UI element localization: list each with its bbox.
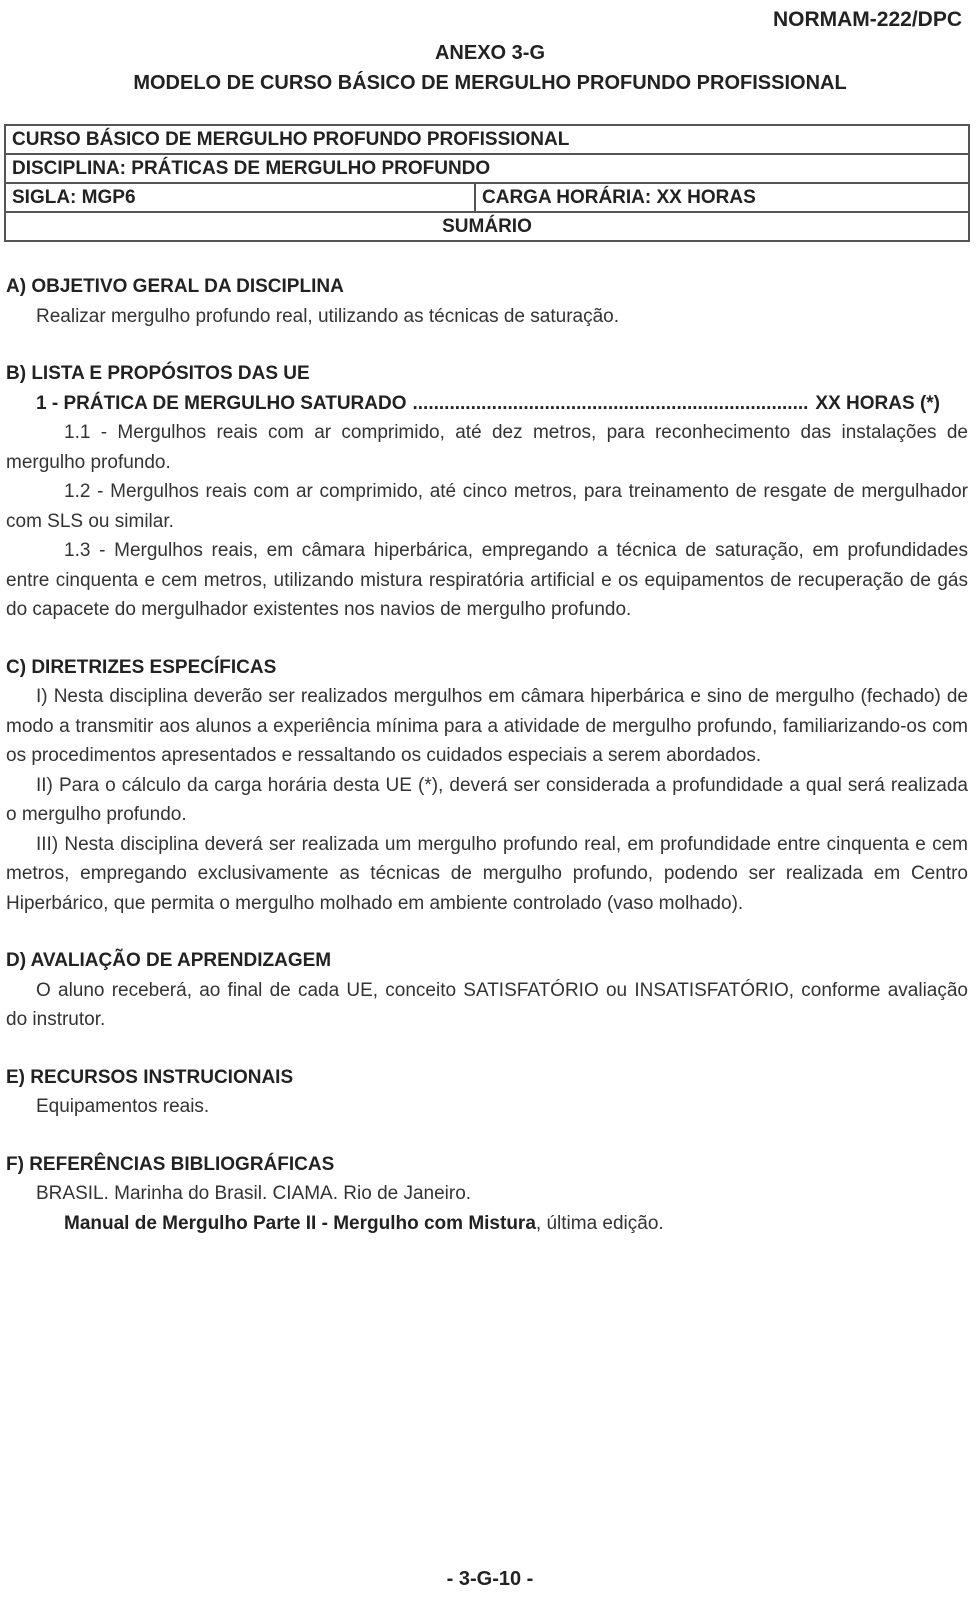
section-e-text: Equipamentos reais.	[36, 1096, 210, 1117]
annex-label: ANEXO 3-G	[434, 42, 546, 64]
section-b-title: B) LISTA E PROPÓSITOS DAS UE	[6, 363, 310, 384]
reference-title: Manual de Mergulho Parte II - Mergulho com Mistura	[64, 1212, 536, 1234]
leader-dots	[413, 389, 810, 419]
document-code: NORMAM-222/DPC	[772, 8, 962, 31]
ue-title: 1 - PRÁTICA DE MERGULHO SATURADO	[36, 392, 407, 414]
course-name-cell: CURSO BÁSICO DE MERGULHO PROFUNDO PROFISSIONAL	[5, 125, 969, 154]
table-row	[5, 183, 969, 212]
list-item: 1.2 - Mergulhos reais com ar comprimido, até cinco metros, para treinamento de resgate de mergulhador com SLS ou similar.	[6, 481, 968, 532]
course-header-table	[4, 124, 970, 242]
section-e-title: E) RECURSOS INSTRUCIONAIS	[6, 1066, 294, 1088]
table-row	[5, 125, 969, 154]
workload-cell: CARGA HORÁRIA: XX HORAS	[475, 183, 969, 212]
reference-edition: , última edição.	[535, 1212, 664, 1234]
sigla-cell: SIGLA: MGP6	[5, 183, 475, 212]
section-a-title: A) OBJETIVO GERAL DA DISCIPLINA	[6, 276, 344, 297]
table-row	[5, 212, 969, 241]
list-item: 1.1 - Mergulhos reais com ar comprimido, até dez metros, para reconhecimento das instalações de mergulho profundo.	[6, 422, 968, 473]
discipline-cell: DISCIPLINA: PRÁTICAS DE MERGULHO PROFUNDO	[5, 154, 969, 183]
table-row	[5, 154, 969, 183]
model-title: MODELO DE CURSO BÁSICO DE MERGULHO PROFUNDO PROFISSIONAL	[133, 72, 847, 94]
section-d-title: D) AVALIAÇÃO DE APRENDIZAGEM	[6, 950, 332, 971]
list-item: 1.3 - Mergulhos reais, em câmara hiperbárica, empregando a técnica de saturação, em profundidades entre cinquenta e cem metros, utilizando mistura respiratória artificial e os equipamentos de recuperação de gás do capacete do mergulhador existentes nos navios de mergulho profundo.	[6, 540, 968, 620]
ue-hours: XX HORAS (*)	[815, 392, 940, 414]
list-item: I) Nesta disciplina deverão ser realizados mergulhos em câmara hiperbárica e sino de mergulho (fechado) de modo a transmitir aos alunos a experiência mínima para a atividade de mergulho profundo, familiarizando-os com os procedimentos apresentados e ressaltando os cuidados especiais a serem abordados.	[6, 686, 968, 766]
reference-title-line	[6, 1209, 968, 1239]
reference-line: BRASIL. Marinha do Brasil. CIAMA. Rio de Janeiro.	[36, 1183, 472, 1204]
section-f-title: F) REFERÊNCIAS BIBLIOGRÁFICAS	[6, 1153, 335, 1175]
page-number: - 3-G-10 -	[446, 1568, 534, 1590]
list-item: III) Nesta disciplina deverá ser realizada um mergulho profundo real, em profundidade entre cinquenta e cem metros, empregando exclusivamente as técnicas de mergulho profundo, podendo ser realizada em Centro Hiperbárico, que permita o mergulho molhado em ambiente controlado (vaso molhado).	[6, 833, 968, 914]
section-d-text: O aluno receberá, ao final de cada UE, conceito SATISFATÓRIO ou INSATISFATÓRIO, conforme avaliação do instrutor.	[6, 979, 968, 1030]
document-body	[6, 272, 968, 1238]
annex-title-block	[0, 38, 980, 98]
section-c-title: C) DIRETRIZES ESPECÍFICAS	[6, 656, 277, 678]
summary-cell: SUMÁRIO	[5, 212, 969, 241]
list-item: II) Para o cálculo da carga horária desta UE (*), deverá ser considerada a profundidade a qual será realizada o mergulho profundo.	[6, 774, 968, 825]
ue-line	[6, 389, 968, 419]
section-a-text: Realizar mergulho profundo real, utilizando as técnicas de saturação.	[36, 305, 619, 327]
